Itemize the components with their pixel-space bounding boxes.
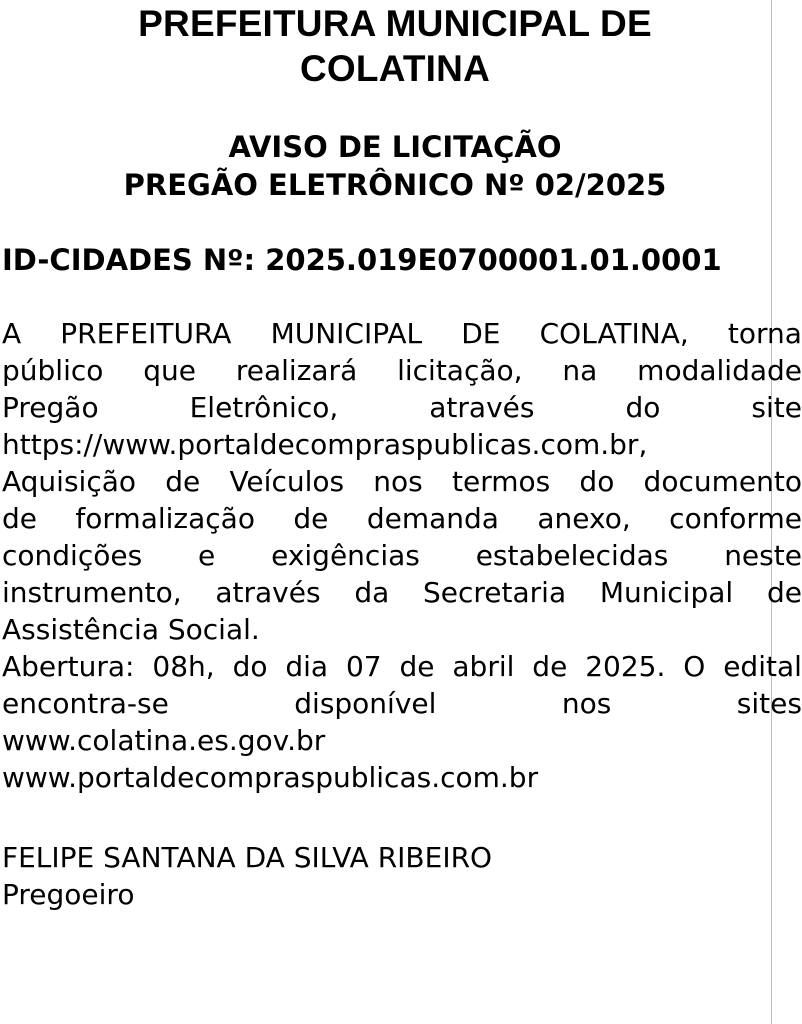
body-line — [2, 574, 802, 611]
body-word: realizará — [235, 354, 358, 387]
body-word: através — [215, 576, 321, 609]
body-word: 07 — [345, 650, 382, 683]
header-line-1: PREFEITURA MUNICIPAL DE — [138, 3, 652, 44]
body-word: através — [429, 391, 535, 424]
body-word: termos — [451, 465, 551, 498]
body-word: nos — [561, 687, 612, 720]
body-word: torna — [727, 317, 802, 350]
body-word: que — [143, 354, 196, 387]
body-word: anexo, — [537, 502, 631, 535]
body-word: licitação, — [397, 354, 523, 387]
body-word: condições — [2, 539, 143, 572]
body-word: de — [2, 502, 37, 535]
body-line — [2, 352, 802, 389]
body-word: Municipal — [599, 576, 734, 609]
notice-body — [2, 315, 802, 796]
body-word: de — [532, 650, 568, 683]
body-word: dia — [285, 650, 329, 683]
body-word: instrumento, — [2, 576, 182, 609]
notice-title: AVISO DE LICITAÇÃO — [228, 130, 562, 164]
body-line — [2, 685, 802, 722]
body-word: sites — [736, 687, 802, 720]
body-word: de — [165, 465, 201, 498]
notice-subtitle: PREGÃO ELETRÔNICO Nº 02/2025 — [123, 168, 667, 202]
body-word: Veículos — [229, 465, 345, 498]
body-word: conforme — [669, 502, 802, 535]
body-word: Pregão — [2, 391, 99, 424]
body-word: MUNICIPAL — [270, 317, 423, 350]
body-word: e — [198, 539, 216, 572]
body-word: do — [579, 465, 615, 498]
body-line-end: Assistência Social. — [2, 613, 260, 646]
body-line — [2, 500, 802, 537]
body-word: documento — [643, 465, 802, 498]
body-word: 2025. — [585, 650, 666, 683]
signatory-role: Pregoeiro — [2, 878, 135, 911]
body-word: abril — [452, 650, 515, 683]
body-line — [2, 648, 802, 685]
body-word: do — [625, 391, 661, 424]
body-word: de — [293, 502, 329, 535]
body-word: exigências — [271, 539, 420, 572]
body-word: de — [766, 576, 802, 609]
body-word: COLATINA, — [539, 317, 689, 350]
body-word: 08h, — [152, 650, 215, 683]
body-word: do — [232, 650, 268, 683]
body-word: público — [2, 354, 104, 387]
body-word: disponível — [294, 687, 437, 720]
body-word: Eletrônico, — [189, 391, 339, 424]
id-cidades-line: ID-CIDADES Nº: 2025.019E0700001.01.0001 — [2, 243, 722, 277]
body-word: A — [2, 317, 22, 350]
header-line-2: COLATINA — [300, 48, 490, 89]
body-word: neste — [724, 539, 802, 572]
body-word: edital — [723, 650, 802, 683]
body-word: DE — [461, 317, 501, 350]
body-word: modalidade — [637, 354, 802, 387]
body-word: demanda — [366, 502, 499, 535]
body-word: encontra-se — [2, 687, 169, 720]
body-line — [2, 537, 802, 574]
body-word: Secretaria — [423, 576, 567, 609]
body-word: formalização — [75, 502, 255, 535]
site-url-colatina: www.colatina.es.gov.br — [2, 724, 326, 757]
body-word: na — [562, 354, 598, 387]
body-word: site — [751, 391, 802, 424]
body-word: PREFEITURA — [60, 317, 232, 350]
body-word: estabelecidas — [475, 539, 669, 572]
body-word: O — [683, 650, 706, 683]
body-word: de — [399, 650, 435, 683]
body-line — [2, 463, 802, 500]
site-url-portal: www.portaldecompraspublicas.com.br — [2, 761, 539, 794]
body-line-url: https://www.portaldecompraspublicas.com.br, — [2, 428, 648, 461]
body-line — [2, 389, 802, 426]
body-word: da — [354, 576, 390, 609]
body-word: Abertura: — [2, 650, 135, 683]
signatory-name: FELIPE SANTANA DA SILVA RIBEIRO — [2, 841, 493, 874]
body-word: nos — [373, 465, 423, 498]
body-word: Aquisição — [2, 465, 137, 498]
body-line — [2, 315, 802, 352]
